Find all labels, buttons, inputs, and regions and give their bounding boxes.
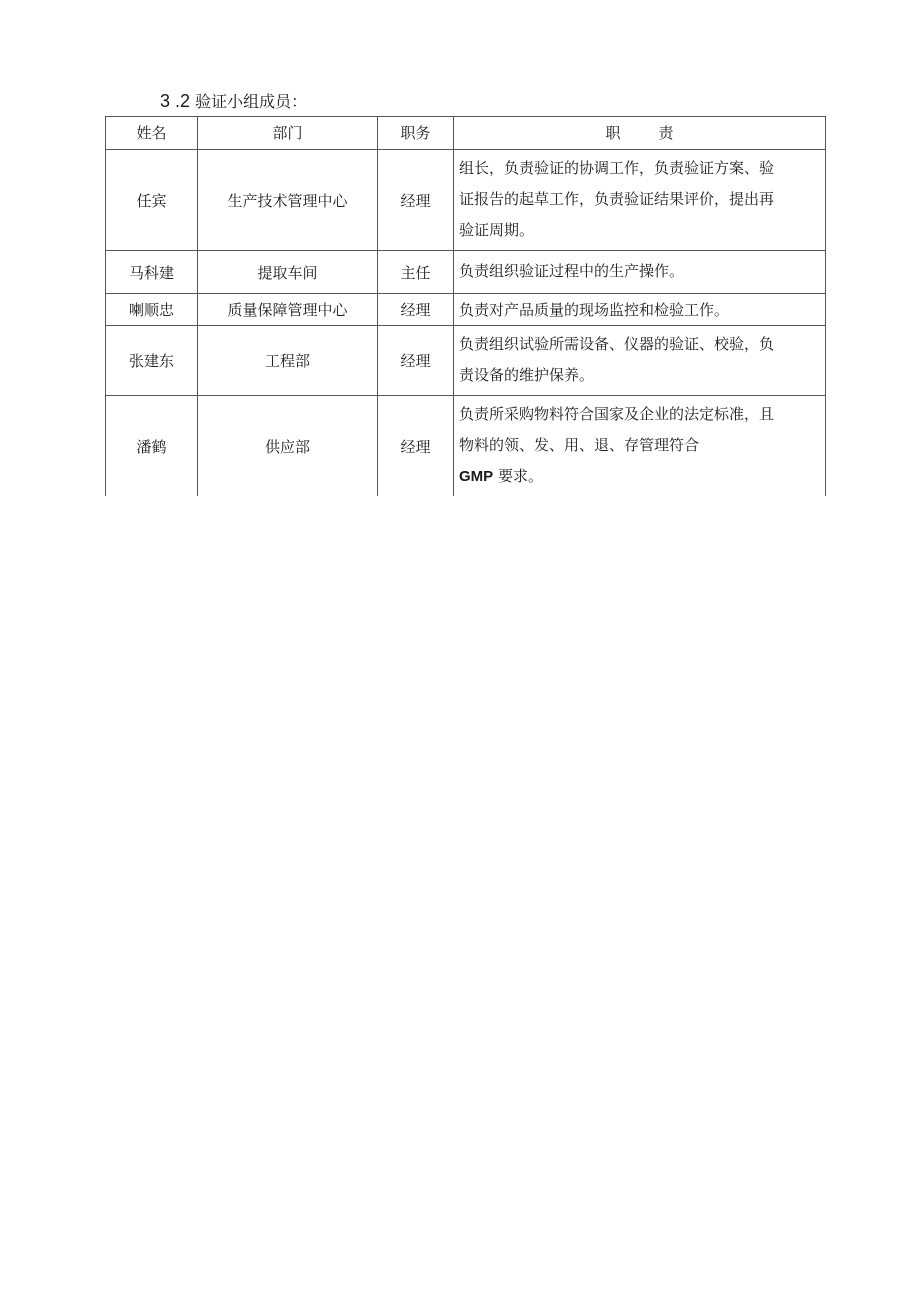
table-header-row [106,117,826,150]
duty-line: 组长，负责验证的协调工作，负责验证方案、验 [459,159,775,177]
member-position: 经理 [378,150,454,251]
member-name: 任宾 [106,150,198,251]
member-duty [454,396,826,497]
header-duty-a: 职 [605,124,621,142]
header-name: 姓名 [106,117,198,150]
member-duty [454,294,826,326]
member-dept: 质量保障管理中心 [198,294,378,326]
member-position: 经理 [378,294,454,326]
member-duty [454,251,826,294]
duty-line: 负责所采购物料符合国家及企业的法定标准，且 [459,405,775,423]
duty-line-tail [459,461,821,492]
header-duty [454,117,826,150]
member-dept: 工程部 [198,326,378,396]
duty-tail-text: 要求。 [493,467,543,485]
member-position: 经理 [378,326,454,396]
member-dept: 提取车间 [198,251,378,294]
duty-line: 证报告的起草工作，负责验证结果评价，提出再 [459,190,775,208]
member-dept: 供应部 [198,396,378,497]
duty-line: 负责组织试验所需设备、仪器的验证、校验，负 [459,335,775,353]
duty-line: 负责组织验证过程中的生产操作。 [459,262,685,280]
header-dept: 部门 [198,117,378,150]
member-dept: 生产技术管理中心 [198,150,378,251]
table-row [106,326,826,396]
members-table [105,116,826,496]
table-row [106,150,826,251]
member-position: 主任 [378,251,454,294]
member-position: 经理 [378,396,454,497]
table-row [106,396,826,497]
section-title: 验证小组成员： [195,92,308,111]
duty-line: 验证周期。 [459,221,535,239]
member-duty [454,150,826,251]
duty-line: 负责对产品质量的现场监控和检验工作。 [459,300,730,319]
member-name: 喇顺忠 [106,294,198,326]
section-heading [160,90,307,113]
member-name: 马科建 [106,251,198,294]
header-duty-b: 责 [658,124,674,142]
member-duty [454,326,826,396]
gmp-label: GMP [459,468,494,485]
table-row [106,294,826,326]
section-number: 3 .2 [160,91,191,111]
member-name: 张建东 [106,326,198,396]
member-name: 潘鹤 [106,396,198,497]
duty-line: 物料的领、发、用、退、存管理符合 [459,436,700,454]
duty-line: 责设备的维护保养。 [459,366,595,384]
header-position: 职务 [378,117,454,150]
table-row [106,251,826,294]
